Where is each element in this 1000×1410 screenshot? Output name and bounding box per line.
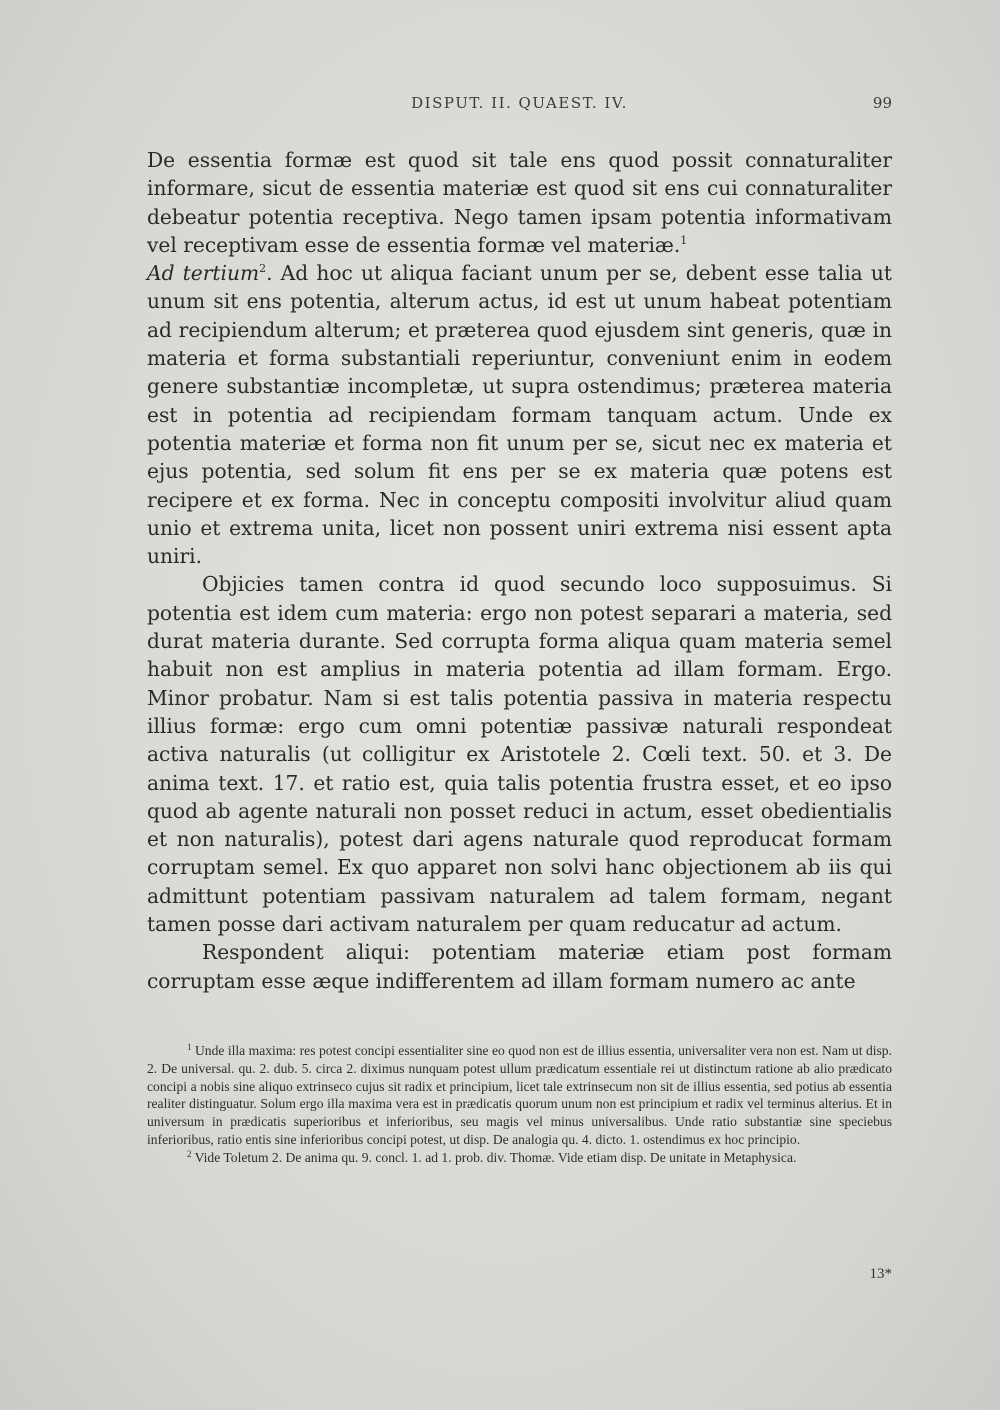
paragraph-4: Respondent aliqui: potentiam materiæ etiam post formam corruptam esse æque indifferentem ad illam formam numero ac ante [147, 940, 892, 993]
footnote-2-mark: 2 [187, 1148, 192, 1159]
paragraph-1-text: De essentia formæ est quod sit tale ens quod possit connaturaliter informare, sicut de essentia materiæ est quod sit ens cui connaturaliter debeatur potentia receptiva. Nego tamen ipsam potentia informativam vel receptivam esse de essentia formæ vel materiæ. [147, 148, 892, 257]
footnote-2-text: Vide Toletum 2. De anima qu. 9. concl. 1. ad 1. prob. div. Thomæ. Vide etiam disp. De unitate in Metaphysica. [194, 1149, 797, 1165]
signature-mark: 13* [869, 1266, 892, 1282]
footnote-1 [147, 1042, 892, 1149]
footnote-2 [147, 1149, 892, 1167]
footnotes [147, 1042, 892, 1167]
running-title: DISPUT. II. QUAEST. IV. [411, 94, 628, 112]
running-head [147, 94, 892, 124]
paragraph-3: Objicies tamen contra id quod secundo loco supposuimus. Si potentia est idem cum materia: ergo non potest separari a materia, sed durat materia durante. Sed corrupta forma aliqua quam materia semel habuit non est amplius in materia potentia ad illam formam. Ergo. Minor probatur. Nam si est talis potentia passiva in materia respectu illius formæ: ergo cum omni potentiæ passivæ naturali respondeat activa naturalis (ut colligitur ex Aristotele 2. Cœli text. 50. et 3. De anima text. 17. et ratio est, quia talis potentia frustra esset, et eo ipso quod ab agente naturali non posset reduci in actum, esset obedientialis et non naturalis), potest dari agens naturale quod reproducat formam corruptam semel. Ex quo apparet non solvi hanc objectionem ab iis qui admittunt potentiam passivam naturalem ad talem formam, negant tamen posse dari activam naturalem per quam reducatur ad actum. [147, 572, 892, 937]
footnote-1-mark: 1 [187, 1042, 192, 1052]
main-text [147, 146, 892, 995]
ad-tertium-lead: Ad tertium [147, 261, 260, 286]
page-number: 99 [872, 94, 892, 112]
paragraph-2 [147, 259, 892, 570]
paragraph-1 [147, 146, 892, 259]
footnote-ref-2: 2 [259, 262, 267, 276]
paragraph-2-text: . Ad hoc ut aliqua faciant unum per se, debent esse talia ut unum sit ens potentia, alterum actus, id est ut unum habeat potentiam ad recipiendum alterum; et præterea quod ejusdem sint generis, quæ in materia et forma substantiali reperiuntur, conveniunt enim in eodem genere substantiæ incompletæ, ut supra ostendimus; præterea materia est in potentia ad recipiendam formam tanquam actum. Unde ex potentia materiæ et forma non fit unum per se, sicut nec ex materia et ejus potentia, sed solum fit ens per se ex materia quæ potens est recipere et ex forma. Nec in conceptu compositi involvitur aliud quam unio et extrema unita, licet non possent uniri extrema nisi essent apta uniri. [147, 261, 892, 569]
footnote-ref-1: 1 [680, 233, 688, 247]
footnote-1-text: Unde illa maxima: res potest concipi essentialiter sine eo quod non est de illius essentia, universaliter vera non est. Nam ut disp. 2. De universal. qu. 2. dub. 5. circa 2. diximus nunquam potest ullum prædicatum essentiale rei ut distinctum ratione ab alio prædicato concipi a nobis sine aliquo extrinseco cujus sit radix et principium, licet tale extrinsecum non sit de illius essentia, sed potius ab essentia realiter distinguatur. Solum ergo illa maxima vera est in prædicatis quorum unum non est principium et radix vel terminus alterius. Et in universum in prædicatis superioribus et inferioribus, seu magis vel minus universalibus. Unde ratio substantiæ sine speciebus inferioribus, ratio entis sine inferioribus concipi potest, ut disp. De analogia qu. 4. dicto. 1. ostendimus ex hoc principio. [147, 1043, 892, 1147]
